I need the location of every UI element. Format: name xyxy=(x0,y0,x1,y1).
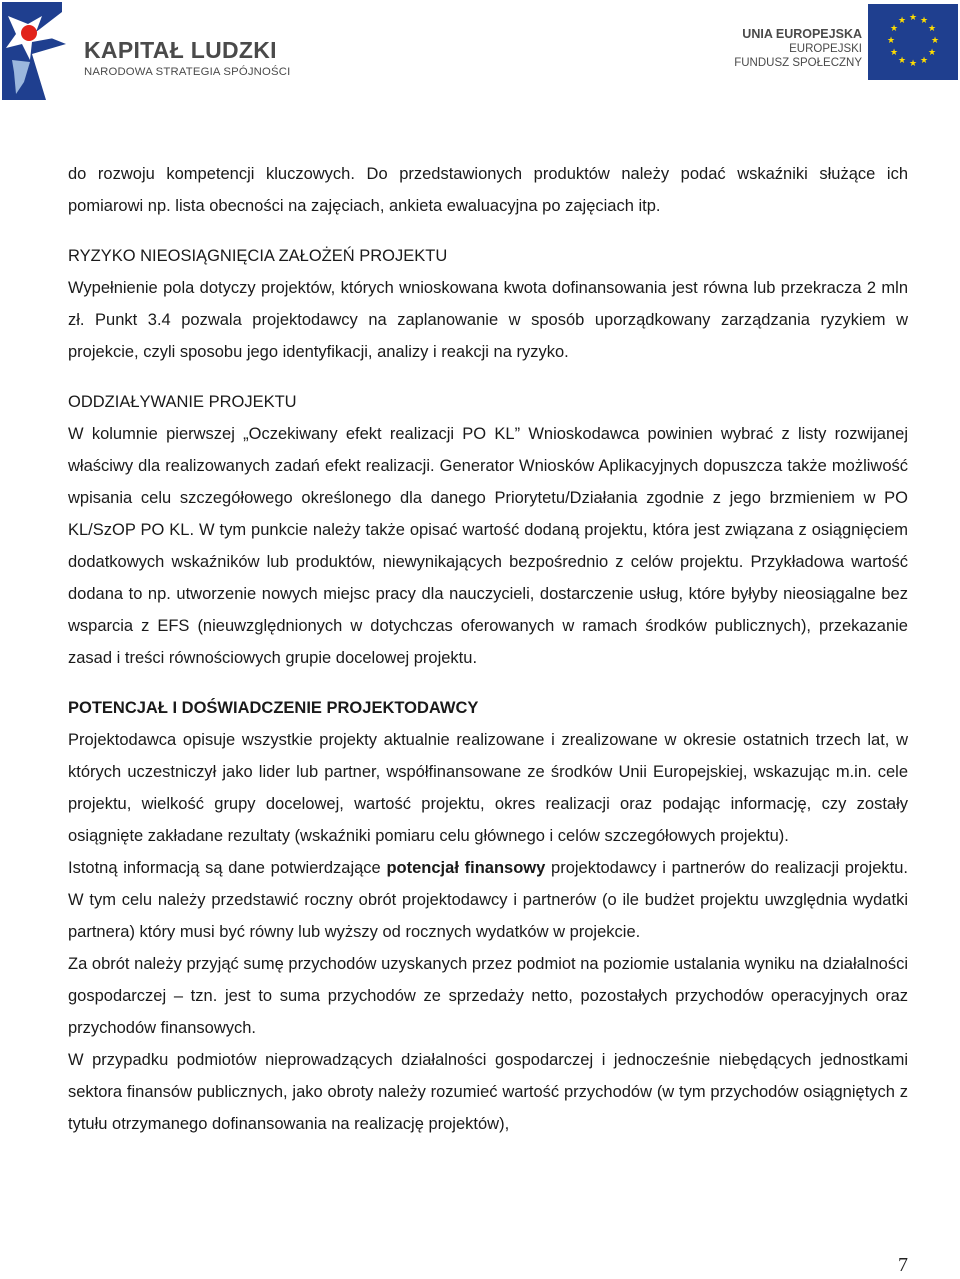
svg-text:★: ★ xyxy=(919,16,929,26)
svg-text:★: ★ xyxy=(927,24,937,34)
paragraph-risk: Wypełnienie pola dotyczy projektów, których wnioskowana kwota dofinansowania jest równa lub przekracza 2 mln zł. Punkt 3.4 pozwala projektodawcy na zaplanowanie w sposób uporządkowany zarządzania ryzykiem w projekcie, czyli sposobu jego identyfikacji, analizy i reakcji na ryzyko. xyxy=(68,279,908,361)
page-number: 7 xyxy=(898,1254,908,1276)
kapital-ludzki-title: KAPITAŁ LUDZKI xyxy=(84,37,277,63)
svg-text:★: ★ xyxy=(886,36,896,46)
document-body xyxy=(68,158,908,1140)
kapital-ludzki-star-icon xyxy=(2,2,66,100)
eu-logo-line3: FUNDUSZ SPOŁECZNY xyxy=(734,57,862,69)
kapital-ludzki-subtitle: NARODOWA STRATEGIA SPÓJNOŚCI xyxy=(84,66,291,78)
paragraph-intro: do rozwoju kompetencji kluczowych. Do przedstawionych produktów należy podać wskaźniki służące ich pomiarowi np. lista obecności na zajęciach, ankieta ewaluacyjna po zajęciach itp. xyxy=(68,165,908,215)
svg-text:★: ★ xyxy=(919,56,929,66)
paragraph-impact: W kolumnie pierwszej „Oczekiwany efekt realizacji PO KL” Wnioskodawca powinien wybrać z listy rozwijanej właściwy dla realizowanych zadań efekt realizacji. Generator Wniosków Aplikacyjnych dopuszcza także możliwość wpisania celu szczegółowego określonego dla danego Priorytetu/Działania zgodnie z jego brzmieniem w PO KL/SzOP PO KL. W tym punkcie należy także opisać wartość dodaną projektu, która jest związana z osiągnięciem dodatkowych wskaźników lub produktów, niewynikających bezpośrednio z celów projektu. Przykładowa wartość dodana to np. utworzenie nowych miejsc pracy dla nauczycieli, dostarczenie usług, które byłyby nieosiągalne bez wsparcia z EFS (nieuwzględnionych w dotychczas oferowanych w ramach środków publicznych), przekazanie zasad i treści równościowych grupie docelowej projektu. xyxy=(68,425,908,667)
financial-potential-text-a: Istotną informacją są dane potwierdzające xyxy=(68,859,387,877)
svg-text:★: ★ xyxy=(927,48,937,58)
svg-text:★: ★ xyxy=(908,59,918,69)
svg-text:★: ★ xyxy=(908,13,918,23)
heading-potential: POTENCJAŁ I DOŚWIADCZENIE PROJEKTODAWCY xyxy=(68,699,479,717)
paragraph-financial-potential xyxy=(68,852,908,948)
paragraph-potential: Projektodawca opisuje wszystkie projekty aktualnie realizowane i zrealizowane w okresie ostatnich trzech lat, w których uczestniczył jako lider lub partner, współfinansowane ze środków Unii Europejskiej, wskazując m.in. cele projektu, wielkość grupy docelowej, wartość projektu, okres realizacji oraz podając informację, czy zostały osiągnięte zakładane rezultaty (wskaźniki pomiaru celu głównego i celów szczegółowych projektu). xyxy=(68,731,908,845)
eu-logo xyxy=(698,4,958,84)
heading-risk: RYZYKO NIEOSIĄGNIĘCIA ZAŁOŻEŃ PROJEKTU xyxy=(68,247,448,265)
kapital-ludzki-logo xyxy=(2,2,302,100)
svg-text:★: ★ xyxy=(930,36,940,46)
svg-text:★: ★ xyxy=(889,24,899,34)
svg-text:★: ★ xyxy=(897,56,907,66)
eu-logo-line1: UNIA EUROPEJSKA xyxy=(742,27,862,41)
paragraph-turnover: Za obrót należy przyjąć sumę przychodów uzyskanych przez podmiot na poziomie ustalania wyniku na działalności gospodarczej – tzn. jest to suma przychodów ze sprzedaży netto, pozostałych przychodów operacyjnych oraz przychodów finansowych. xyxy=(68,955,908,1037)
eu-logo-line2: EUROPEJSKI xyxy=(789,43,862,55)
svg-text:★: ★ xyxy=(889,48,899,58)
financial-potential-emphasis: potencjał finansowy xyxy=(386,859,546,877)
paragraph-non-business: W przypadku podmiotów nieprowadzących działalności gospodarczej i jednocześnie niebędących jednostkami sektora finansów publicznych, jako obroty należy rozumieć wartość przychodów (w tym przychodów osiągniętych z tytułu otrzymanego dofinansowania na realizację projektów), xyxy=(68,1051,908,1133)
heading-impact: ODDZIAŁYWANIE PROJEKTU xyxy=(68,393,297,411)
eu-flag-icon xyxy=(868,4,958,80)
financial-potential-text-c: projektodawcy i partnerów do realizacji projektu. W tym celu należy przedstawić roczny obrót projektodawcy i partnerów (o ile budżet projektu uwzględnia wydatki partnera) który musi być równy lub wyższy od rocznych wydatków w projekcie. xyxy=(68,859,908,941)
svg-text:★: ★ xyxy=(897,16,907,26)
